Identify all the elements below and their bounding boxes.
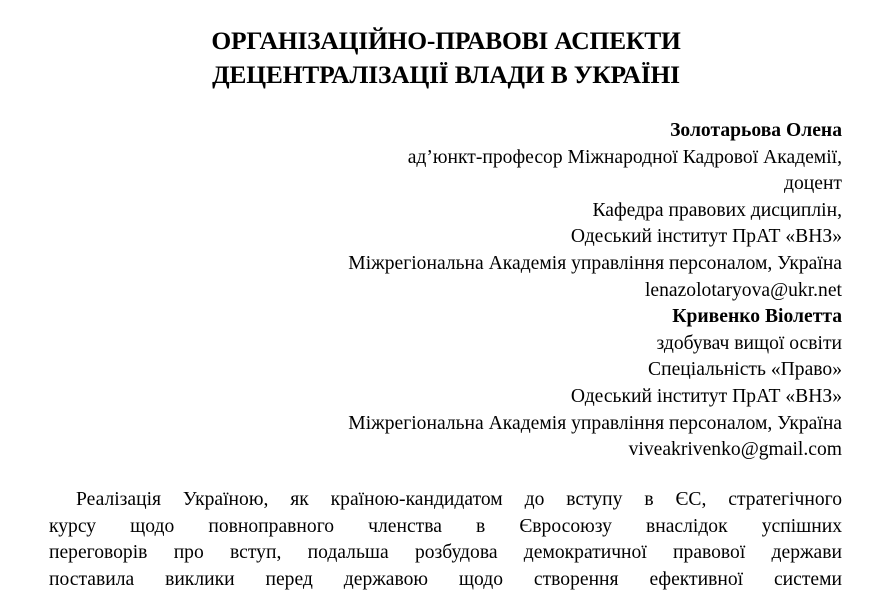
author-affiliation-line: Кафедра правових дисциплін, [592, 199, 842, 221]
author-affiliation-line: Спеціальність «Право» [648, 359, 842, 381]
title-line-2: ДЕЦЕНТРАЛІЗАЦІЇ ВЛАДИ В УКРАЇНІ [212, 60, 680, 89]
body-line: переговорів про вступ, подальша розбудова демократичної правової держави [49, 542, 842, 564]
author-affiliation-line: Одеський інститут ПрАТ «ВНЗ» [570, 385, 842, 407]
author-affiliation-line: доцент [784, 173, 842, 195]
body-line: курсу щодо повноправного членства в Євросоюзу внаслідок успішних [49, 515, 842, 537]
author-name: Кривенко Віолетта [672, 306, 842, 328]
author-block [82, 118, 842, 464]
author-email: lenazolotaryova@ukr.net [644, 279, 842, 301]
article-title [0, 24, 892, 92]
author-affiliation-line: Міжрегіональна Академія управління персоналом, Україна [348, 412, 842, 434]
author-affiliation-line: Міжрегіональна Академія управління персоналом, Україна [348, 252, 842, 274]
title-line-1: ОРГАНІЗАЦІЙНО-ПРАВОВІ АСПЕКТИ [211, 26, 681, 55]
body-paragraph [49, 487, 842, 593]
author-affiliation-line: ад’юнкт-професор Міжнародної Кадрової Академії, [407, 146, 842, 168]
body-line: Реалізація Україною, як країною-кандидатом до вступу в ЄС, стратегічного [76, 489, 842, 510]
body-line: поставила виклики перед державою щодо створення ефективної системи [49, 568, 842, 590]
author-affiliation-line: здобувач вищої освіти [656, 332, 842, 354]
author-email: viveakrivenko@gmail.com [628, 439, 842, 461]
author-affiliation-line: Одеський інститут ПрАТ «ВНЗ» [570, 226, 842, 248]
author-name: Золотарьова Олена [670, 120, 842, 141]
